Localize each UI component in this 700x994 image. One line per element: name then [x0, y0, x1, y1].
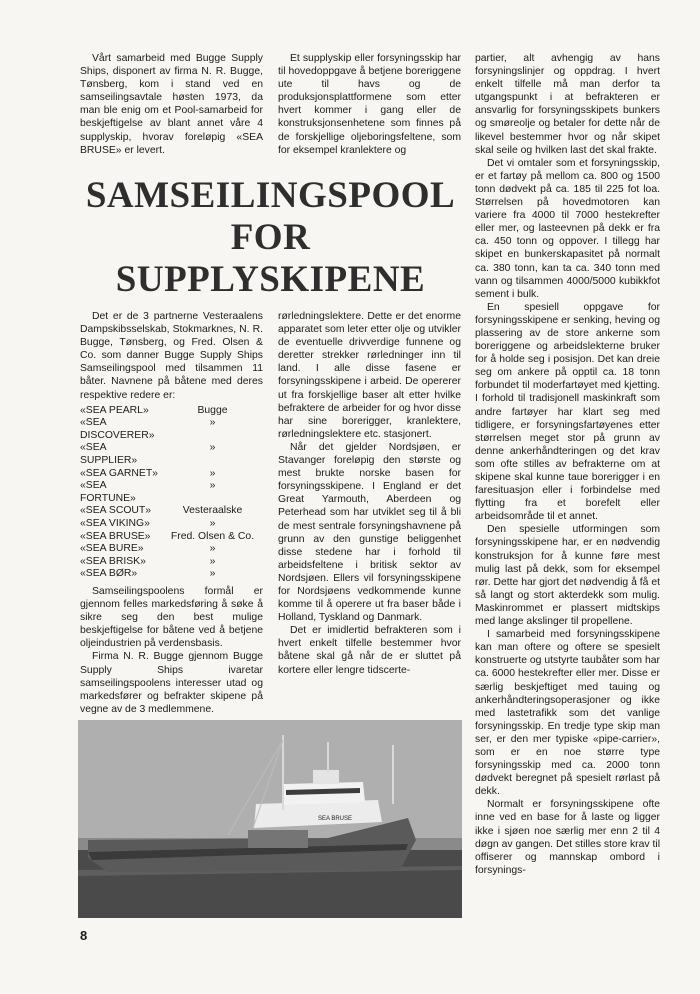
fleet-row: [80, 405, 263, 418]
body-paragraph: rørledningslektere. Dette er det enorme apparatet som leter etter olje og utvikler de eventuelle drivverdige funnene og deretter strekker rørledninger inn til land. I alle disse fasene er forsyningsskipene i arbeid. De opererer ut fra forskjellige baser alt etter hvilke befraktere de arbeider for og hvor disse har sine borerigger, kranlektere, rørledningslektere etc. stasjonert.: [278, 311, 461, 440]
body-column-right: [475, 52, 660, 877]
intro-paragraph-left: Vårt samarbeid med Bugge Supply Ships, disponert av firma N. R. Bugge, Tønsberg, kom i stand ved en samseilingsavtale høsten 1973, da man ble enig om et Pool-samarbeid for beskjeftigelse av blant annet våre 4 supplyskip, hvorav foreløpig «SEA BRUSE» er levert.: [80, 53, 263, 156]
ship-name: «SEA BRUSE»: [80, 530, 151, 542]
body-paragraph: Normalt er forsyningsskipene ofte inne ved en base for å laste og ligger ikke i sjøen noe særlig mer enn 2 til 4 døgn av gangen. Det stilles store krav til offiserer og mannskap ombord i forsynings-: [475, 799, 660, 876]
intro-column-left: [80, 52, 263, 157]
deck-railing: [248, 830, 308, 848]
page-number: 8: [80, 928, 88, 943]
body-paragraph: partier, alt avhengig av hans forsyningslinjer og oppdrag. I hvert enkelt tilfelle må man derfor ta utgangspunkt i at befrakteren er ansvarlig for forsyningsskipets bunkers og smøreolje og betaler for dette når de likevel bestemmer hvor og når skipet skal seile og hvilken last det skal frakte.: [475, 53, 660, 156]
fleet-list: [80, 405, 263, 581]
headline-line-1: SAMSEILINGSPOOL: [85, 175, 456, 216]
ship-owner: Bugge: [197, 404, 228, 416]
fleet-row: [80, 518, 263, 531]
wheelhouse-top: [313, 770, 339, 784]
intro-column-middle: [278, 52, 461, 157]
body-paragraph: Den spesielle utformingen som forsyningsskipene har, er en nødvendig konstruksjon for å kunne føre mest mulig last på dekk, som for eksempel rør. Dette har gjort det nødvendig å få et så langt og stort akterdekk som mulig. Maskinrommet er plassert midtskips med lange akslinger til propellene.: [475, 524, 660, 628]
supply-ship-illustration: [78, 720, 462, 918]
fleet-row: [80, 531, 263, 544]
fleet-row: [80, 468, 263, 481]
headline-line-3: SUPPLYSKIPENE: [115, 259, 426, 300]
ship-name: «SEA PEARL»: [80, 404, 149, 416]
body-paragraph: Når det gjelder Nordsjøen, er Stavanger foreløpig den største og mest brukte norske basen for forsyningsskipene. I England er det Great Yarmouth, Aberdeen og Peterhead som har utviklet seg til å bli de mest sentrale forsyningshavnene på grunn av den gunstige beliggenhet disse stedene har i forhold til arbeidsfeltene i britisk sektor av Nordsjøen. Ellers vil forsyningsskipene for Nordsjøens vedkommende kunne komme til å operere ut fra baser både i Holland, Tyskland og Danmark.: [278, 441, 461, 624]
ship-owner: »: [209, 568, 216, 580]
article-headline: [78, 175, 463, 301]
body-paragraph: Det vi omtaler som et forsyningsskip, er et fartøy på mellom ca. 800 og 1500 tonn dødvekt på ca. 185 til 225 fot loa. Størrelsen på hovedmotoren kan variere fra 4000 til 7000 hestekrefter eller mer, og lasteevnen på dekk er fra ca. 450 tonn og oppover. I tillegg har skipet en bunkerskapasitet på normalt ca. 380 tonn, kan ta ca. 340 tonn med vann og tilsammen 4000/5000 kubikkfot sement i bulk.: [475, 157, 660, 300]
fleet-row: [80, 543, 263, 556]
body-column-left: [80, 310, 263, 716]
ship-owner: Vesteraalske: [182, 505, 243, 517]
ship-owner: Fred. Olsen & Co.: [170, 530, 255, 542]
fleet-row: [80, 505, 263, 518]
fleet-row: [80, 417, 263, 442]
ship-name: «SEA FORTUNE»: [80, 480, 136, 504]
ship-owner: »: [209, 480, 216, 492]
fleet-row: [80, 568, 263, 581]
body-paragraph: Firma N. R. Bugge gjennom Bugge Supply Ships ivaretar samseilingspoolens interesser utad og markedsfører og befrakter skipene på vegne av de 3 medlemmene.: [80, 651, 263, 715]
headline-line-2: FOR: [230, 217, 311, 258]
ship-name: «SEA VIKING»: [80, 518, 150, 529]
ship-name: «SEA BURE»: [80, 543, 144, 555]
body-paragraph: Det er imidlertid befrakteren som i hvert enkelt tilfelle bestemmer hvor båtene skal gå når de er sluttet på kortere eller lengre tidscerte-: [278, 625, 461, 676]
body-column-middle: [278, 310, 461, 677]
ship-name: «SEA SCOUT»: [80, 505, 152, 517]
ship-name: «SEA SUPPLIER»: [80, 442, 138, 467]
hull-name-label: SEA BRUSE: [318, 816, 353, 822]
ship-owner: »: [209, 543, 216, 555]
ship-name: «SEA BØR»: [80, 568, 138, 580]
ship-owner: »: [209, 555, 216, 567]
fleet-row: [80, 442, 263, 467]
body-paragraph: I samarbeid med forsyningsskipene kan man oftere og oftere se spesielt konstruerte og utstyrte taubåter som har ca. 6000 hestekrefter eller mer. Disse er særlig beskjeftiget med tauing og ankerhåndteringsoperasjoner og ikke med lastetrafikk som det vanlige forsyningsskip. En tredje type skip man ser, er den mer typiske «pipe-carrier», som er en noe større type forsyningsskip med ca. 2000 tonn dødvekt beregnet på spesielt rørlast på dekk.: [475, 629, 660, 798]
ship-name: «SEA BRISK»: [80, 555, 146, 567]
ship-owner: »: [209, 417, 216, 429]
body-paragraph: En spesiell oppgave for forsyningsskipene er senking, heving og plassering av de store ankerne som boreriggene og arbeidslekterne bruker for å holde seg i posisjon. Det kan dreie seg om ankere på opptil ca. 18 tonn forbundet til moderfartøyet med kjetting. I forhold til tradisjonell maskinkraft som andre fartøyer har klart seg med tidligere, er forsyningsfartøyenes etter størrelsen meget stor på grunn av denne ankerhåndteringen og det krav som ofte stilles av befrakterne om at skipene skal kunne taue borerigger i en faresituasjon eller i forbindelse med flytting fra et borefelt eller arbeidsområde til et annet.: [475, 301, 660, 523]
ship-owner: »: [209, 467, 216, 479]
fleet-row: [80, 480, 263, 505]
ship-owner: »: [209, 518, 216, 529]
ship-name: «SEA DISCOVERER»: [80, 417, 155, 441]
fleet-row: [80, 556, 263, 569]
body-paragraph: Samseilingspoolens formål er gjennom felles markedsføring å søke å sikre seg den best mulige beskjeftigelse for båtene ved å betjene oljeindustrien på verdensbasis.: [80, 585, 263, 650]
body-paragraph: Det er de 3 partnerne Vesteraalens Dampskibsselskab, Stokmarknes, N. R. Bugge, Tønsberg, og Fred. Olsen & Co. som danner Bugge Supply Ships Samseilingspool med tilsammen 11 båter. Navnene på båtene med deres respektive redere er:: [80, 311, 263, 401]
intro-paragraph-middle: Et supplyskip eller forsyningsskip har til hovedoppgave å betjene boreriggene ute til havs og de produksjonsplattformene som etter hvert kommer i gang eller de konstruksjonsenhetene som finnes på de forskjellige oljeboringsfeltene, som for eksempel kranlektere og: [278, 53, 461, 156]
ship-name: «SEA GARNET»: [80, 467, 158, 479]
ship-owner: »: [209, 442, 216, 454]
supply-ship-photo: [78, 720, 462, 918]
